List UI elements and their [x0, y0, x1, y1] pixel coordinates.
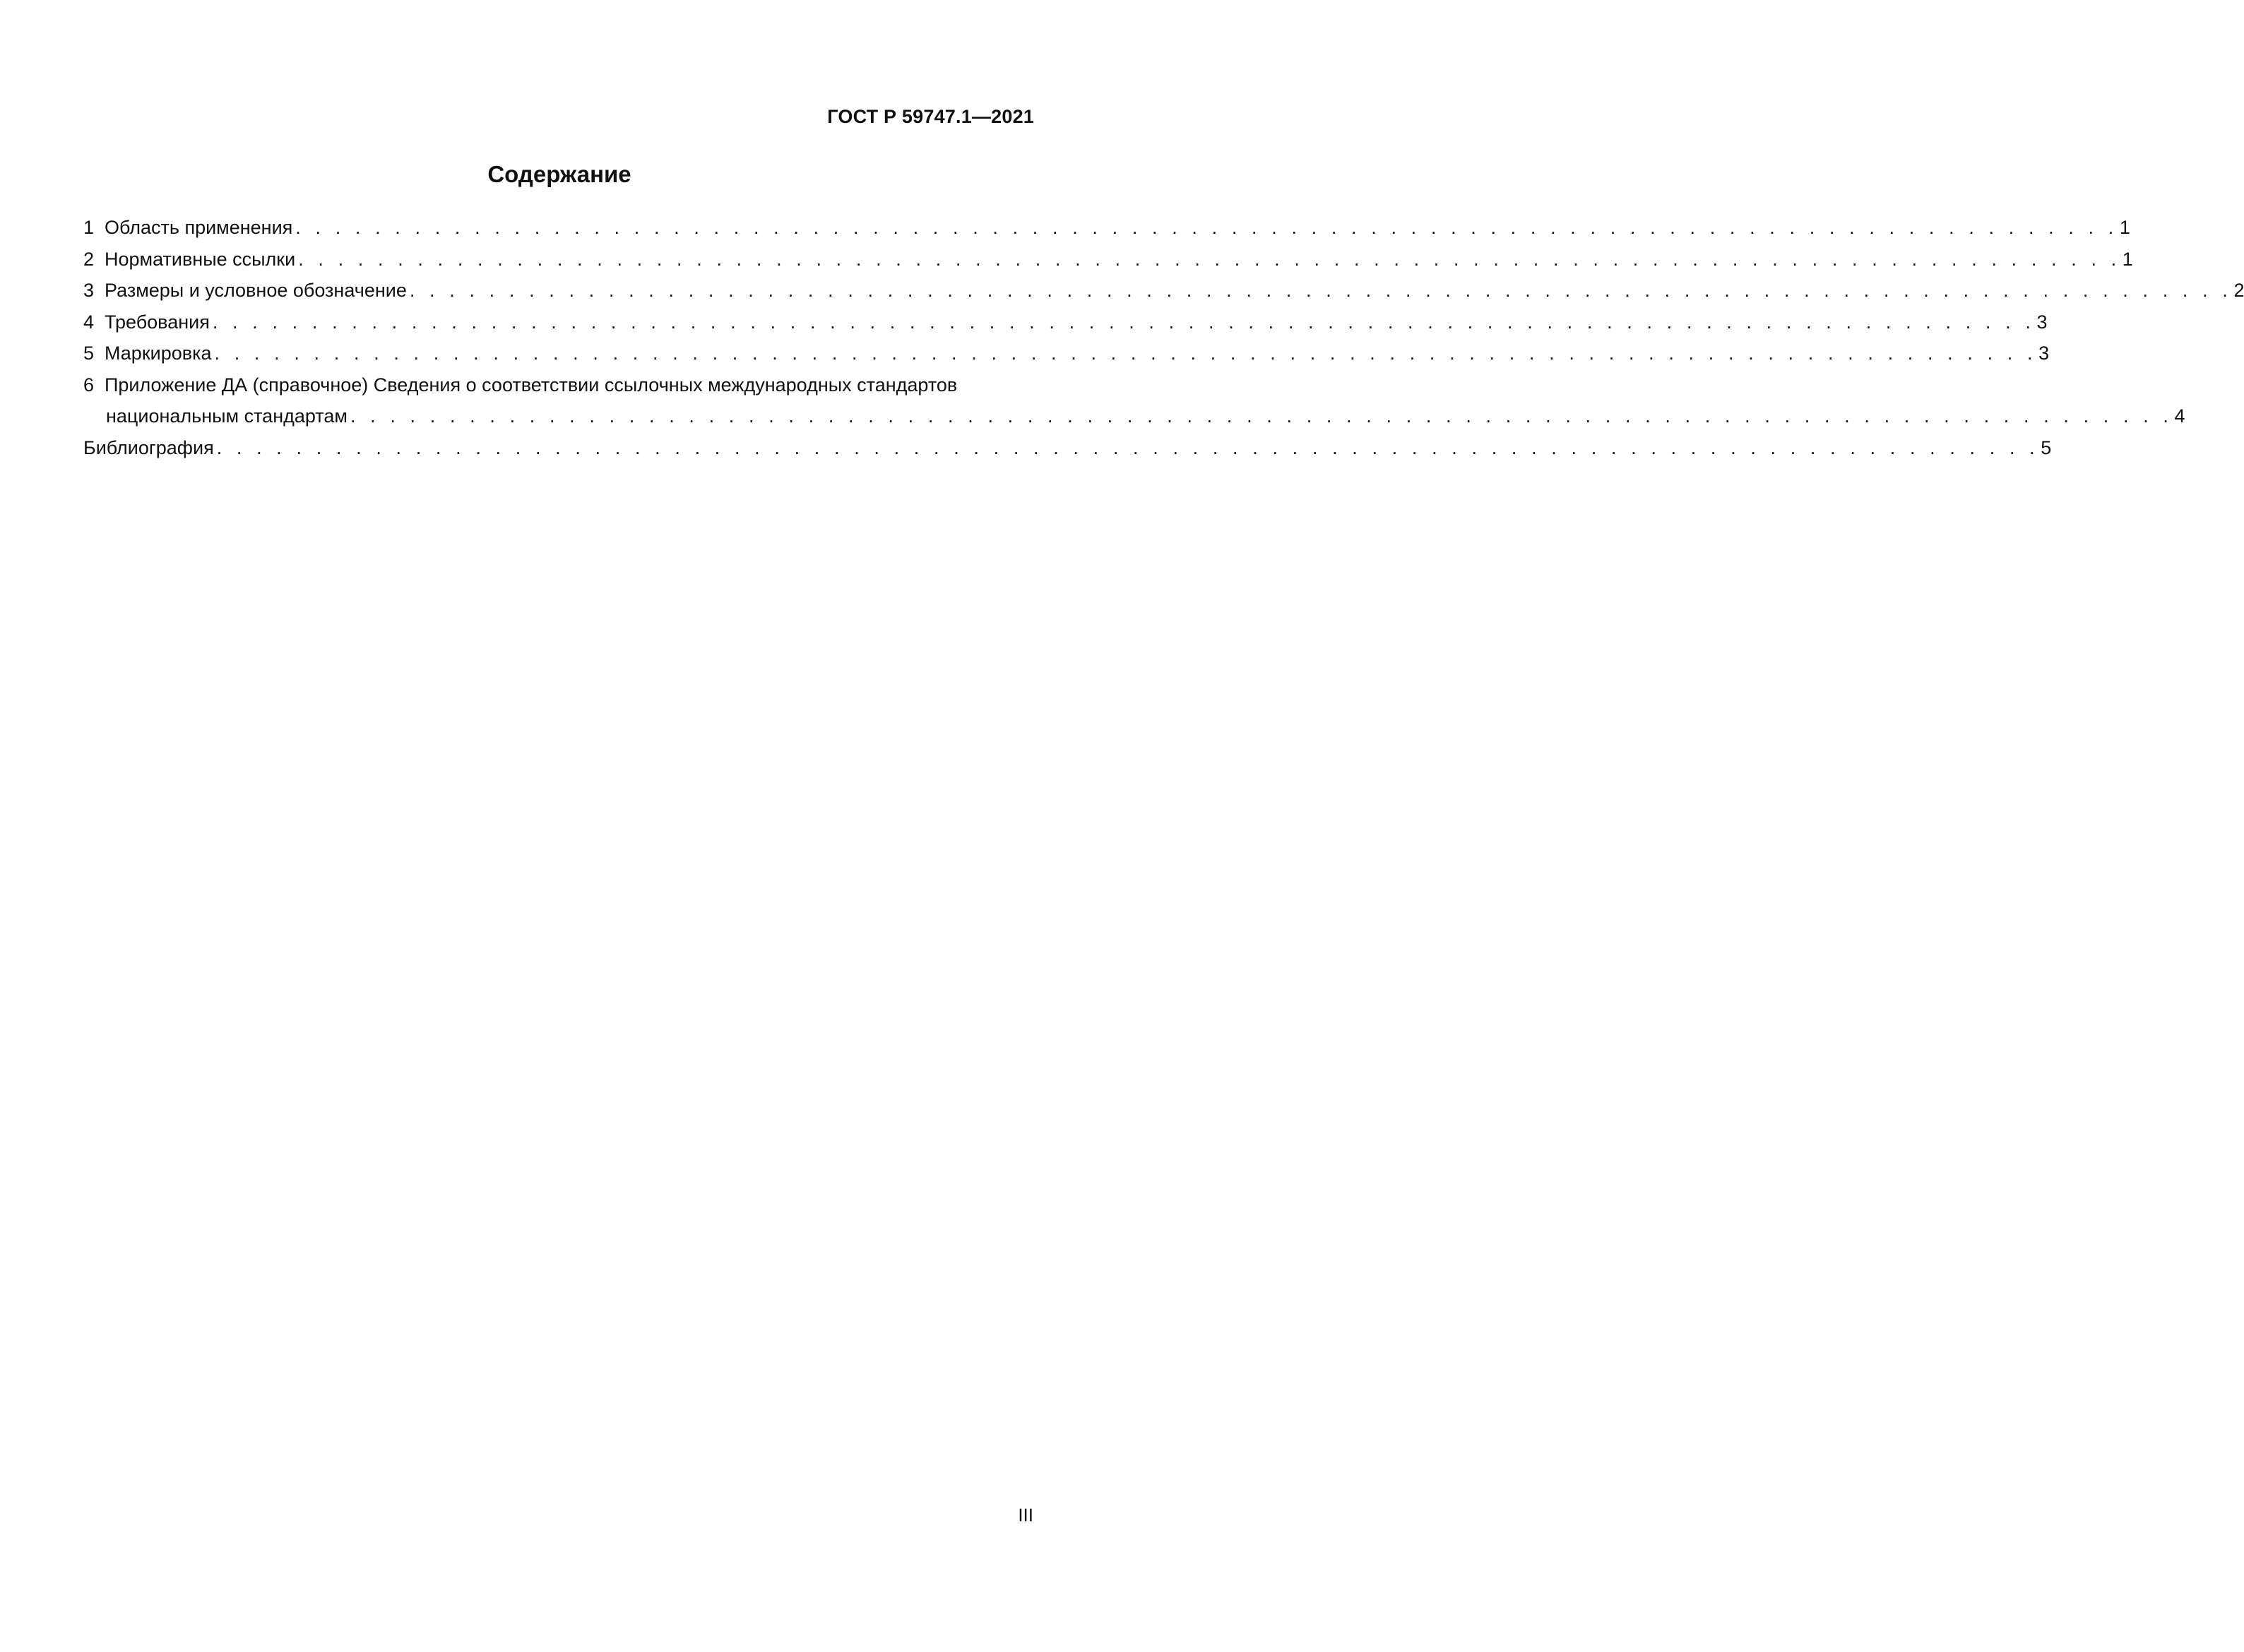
- toc-title-text: Содержание: [487, 161, 631, 187]
- toc-entry-2[interactable]: [83, 244, 2133, 275]
- toc-leader-dots: . . . . . . . . . . . . . . . . . . . . . . . . . . . . . . . . . . . . . . . . . . . . . . . . . . . . . . . . . . . . . . . . . . . . . . . . . . . . . . . . . . . . . . . . . . . .: [214, 343, 2038, 364]
- toc-entry-1[interactable]: [83, 212, 2130, 244]
- toc-entry-page: 1: [2119, 217, 2130, 238]
- toc-leader-dots: . . . . . . . . . . . . . . . . . . . . . . . . . . . . . . . . . . . . . . . . . . . . . . . . . . . . . . . . . . . . . . . . . . . . . . . . . . . . . . . . . . . . . . . . . . . .: [298, 248, 2121, 270]
- toc-entry-label: Область применения: [105, 217, 293, 238]
- toc-leader-dots: . . . . . . . . . . . . . . . . . . . . . . . . . . . . . . . . . . . . . . . . . . . . . . . . . . . . . . . . . . . . . . . . . . . . . . . . . . . . . . . . . . . . . . . . . . . .: [212, 311, 2036, 333]
- toc-entry-3[interactable]: [83, 275, 2244, 307]
- toc-entry-number: 2: [83, 248, 95, 270]
- toc-leader-dots: . . . . . . . . . . . . . . . . . . . . . . . . . . . . . . . . . . . . . . . . . . . . . . . . . . . . . . . . . . . . . . . . . . . . . . . . . . . . . . . . . . . . . . . . . . . .: [216, 436, 2040, 458]
- toc-entry-number: 3: [83, 280, 95, 301]
- toc-entry-label: Маркировка: [105, 343, 212, 364]
- toc-entry-number: 6: [83, 374, 95, 396]
- toc-entry-label: Нормативные ссылки: [105, 248, 296, 270]
- page-number: III: [1018, 1504, 1033, 1526]
- toc-entry-page: 5: [2041, 436, 2052, 458]
- toc-entry-page: 3: [2038, 343, 2050, 364]
- toc-entry-page: 3: [2036, 311, 2048, 333]
- toc-entry-6[interactable]: [83, 369, 2185, 432]
- toc-entry-label: Библиография: [83, 436, 214, 458]
- toc-entry-number: 1: [83, 217, 95, 238]
- toc-entry-4[interactable]: [83, 307, 2048, 338]
- toc-leader-dots: . . . . . . . . . . . . . . . . . . . . . . . . . . . . . . . . . . . . . . . . . . . . . . . . . . . . . . . . . . . . . . . . . . . . . . . . . . . . . . . . . . . . . . . . . . . .: [350, 405, 2173, 427]
- toc-entry-label: Размеры и условное обозначение: [105, 280, 407, 301]
- document-code: ГОСТ Р 59747.1—2021: [827, 106, 1034, 127]
- toc-leader-dots: . . . . . . . . . . . . . . . . . . . . . . . . . . . . . . . . . . . . . . . . . . . . . . . . . . . . . . . . . . . . . . . . . . . . . . . . . . . . . . . . . . . . . . . . . . . .: [295, 217, 2118, 238]
- toc-title: [0, 161, 1168, 188]
- toc-entry-page: 1: [2122, 248, 2133, 270]
- toc-entry-bibliography[interactable]: [83, 432, 2052, 464]
- toc-entry-5[interactable]: [83, 338, 2050, 369]
- toc-leader-dots: . . . . . . . . . . . . . . . . . . . . . . . . . . . . . . . . . . . . . . . . . . . . . . . . . . . . . . . . . . . . . . . . . . . . . . . . . . . . . . . . . . . . . . . . . . . .: [409, 280, 2233, 301]
- toc-entry-label-line1: Приложение ДА (справочное) Сведения о соответствии ссылочных международных стандартов: [105, 374, 958, 396]
- toc-entry-label: Требования: [105, 311, 210, 333]
- toc-entry-number: 4: [83, 311, 95, 333]
- toc-entry-number: 5: [83, 343, 95, 364]
- toc-entry-page: 2: [2233, 280, 2244, 301]
- toc-entry-page: 4: [2174, 405, 2185, 427]
- table-of-contents: [83, 212, 2244, 463]
- toc-entry-label-line2: национальным стандартам: [106, 405, 348, 427]
